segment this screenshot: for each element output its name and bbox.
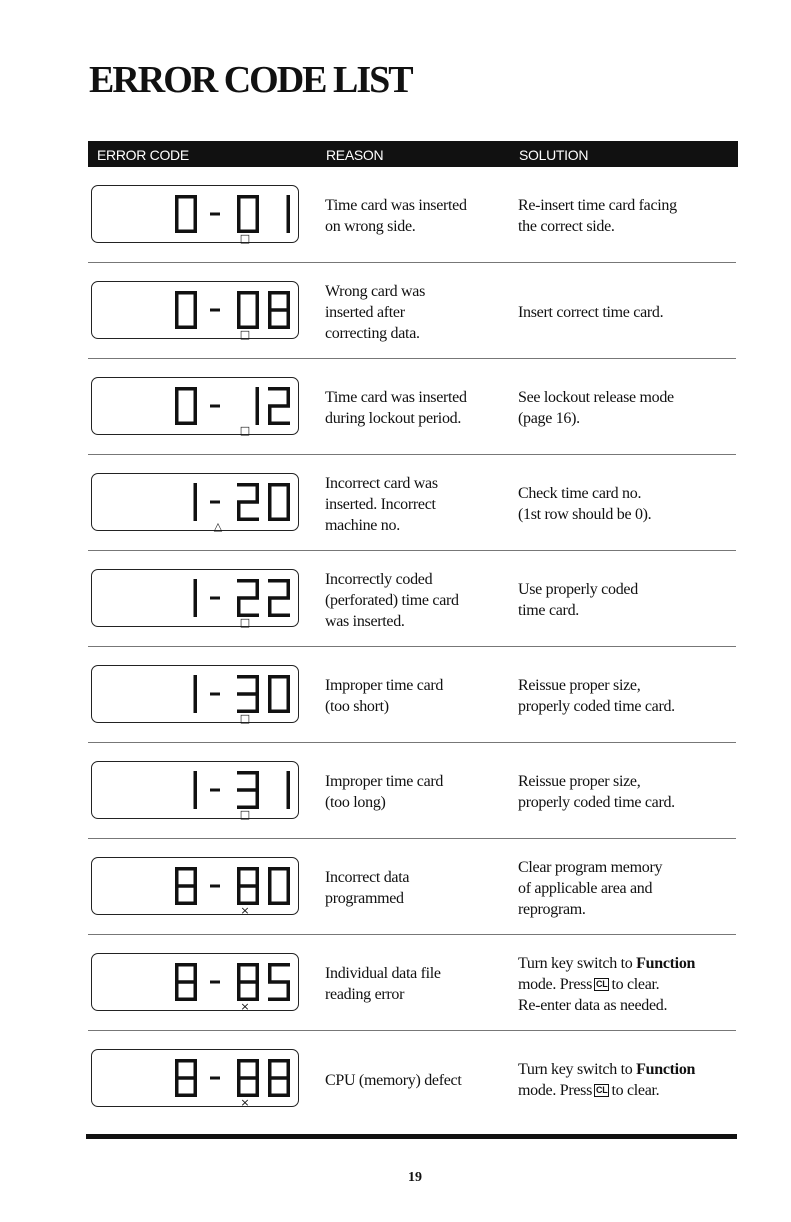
digit-segment xyxy=(194,675,198,694)
digit-segment xyxy=(268,886,272,905)
reason-text xyxy=(325,456,505,552)
row-divider xyxy=(88,550,736,551)
reason-line: during lockout period. xyxy=(325,410,462,427)
digit-segment xyxy=(256,579,260,598)
digit-segment xyxy=(256,675,260,694)
error-code-digits xyxy=(92,474,300,532)
table-row xyxy=(88,552,738,648)
clear-key-icon: CL xyxy=(596,1085,608,1095)
indicator-mark: □ xyxy=(239,808,251,820)
digit-segment xyxy=(268,1059,272,1078)
reason-line: Time card was inserted xyxy=(325,389,467,406)
solution-line: See lockout release mode xyxy=(518,389,674,406)
digit-segment xyxy=(287,291,291,310)
indicator-mark: □ xyxy=(239,712,251,724)
solution-line: Check time card no. xyxy=(518,485,642,502)
digit-segment xyxy=(256,963,260,982)
clear-key-icon: CL xyxy=(596,978,608,989)
digit-segment xyxy=(194,694,198,713)
digit-segment xyxy=(287,771,291,790)
table-row xyxy=(88,264,738,360)
digit-segment xyxy=(237,195,241,214)
digit-segment xyxy=(175,310,179,329)
digit-segment xyxy=(256,291,260,310)
indicator-mark: △ xyxy=(213,520,223,532)
digit-segment xyxy=(268,310,272,329)
solution-text-part: Turn key switch to xyxy=(518,1061,637,1078)
row-divider xyxy=(88,454,736,455)
solution-text-part: to clear. xyxy=(611,1082,660,1099)
reason-line: Incorrect data xyxy=(325,869,410,886)
digit-segment xyxy=(237,692,259,696)
error-code-digits xyxy=(92,762,300,820)
digit-segment xyxy=(268,483,272,502)
digit-segment xyxy=(268,502,272,521)
lcd-display xyxy=(91,473,299,531)
solution-line: Clear program memory xyxy=(518,858,663,876)
digit-segment xyxy=(268,998,290,1002)
solution-line: (1st row should be 0). xyxy=(518,506,652,523)
digit-segment xyxy=(237,886,241,905)
solution-line: properly coded time card. xyxy=(518,794,675,811)
digit-segment xyxy=(237,867,241,886)
digit-segment xyxy=(237,214,241,233)
digit-segment xyxy=(287,214,291,233)
row-divider xyxy=(88,646,736,647)
lcd-display xyxy=(91,761,299,819)
digit-segment xyxy=(175,884,197,888)
lcd-display xyxy=(91,185,299,243)
table-row xyxy=(88,360,738,456)
digit-segment xyxy=(268,1076,290,1080)
function-mode-label: Function xyxy=(636,1061,696,1078)
reason-text xyxy=(325,552,505,648)
solution-text xyxy=(518,168,738,264)
row-divider xyxy=(88,838,736,839)
digit-segment xyxy=(287,675,291,694)
digit-segment xyxy=(237,310,241,329)
digit-segment xyxy=(175,1059,179,1078)
solution-line xyxy=(518,953,738,974)
error-code-digits xyxy=(92,666,300,724)
digit-segment xyxy=(194,483,198,502)
reason-line: inserted. Incorrect xyxy=(325,495,436,513)
reason-line: (too long) xyxy=(325,794,386,811)
digit-segment xyxy=(175,867,179,886)
digit-segment xyxy=(175,214,179,233)
digit-segment xyxy=(256,771,260,790)
digit-segment xyxy=(237,1078,241,1097)
digit-segment xyxy=(287,195,291,214)
digit-segment xyxy=(287,1059,291,1078)
error-code-digits xyxy=(92,282,300,340)
digit-segment xyxy=(237,1076,259,1080)
solution-text xyxy=(518,840,738,936)
digit-segment xyxy=(256,406,260,425)
reason-line: was inserted. xyxy=(325,612,405,630)
solution-text xyxy=(518,1032,738,1128)
digit-segment xyxy=(194,771,198,790)
dash-segment xyxy=(210,405,220,408)
indicator-mark: × xyxy=(240,904,250,916)
digit-segment xyxy=(268,675,272,694)
reason-line: machine no. xyxy=(325,516,400,534)
digit-segment xyxy=(256,867,260,886)
reason-line: (too short) xyxy=(325,698,389,715)
digit-segment xyxy=(175,195,179,214)
lcd-display xyxy=(91,1049,299,1107)
lcd-display xyxy=(91,281,299,339)
digit-segment xyxy=(194,867,198,886)
solution-text-part: mode. Press xyxy=(518,1082,593,1099)
indicator-mark: □ xyxy=(239,328,251,340)
header-reason: REASON xyxy=(326,147,384,163)
solution-line: (page 16). xyxy=(518,410,580,427)
solution-line: of applicable area and xyxy=(518,879,653,897)
error-code-digits xyxy=(92,378,300,436)
solution-line: time card. xyxy=(518,602,579,619)
digit-segment xyxy=(256,483,260,502)
digit-segment xyxy=(237,982,241,1001)
digit-segment xyxy=(175,1076,197,1080)
reason-line: reading error xyxy=(325,986,405,1003)
reason-line: CPU (memory) defect xyxy=(325,1071,462,1089)
dash-segment xyxy=(210,501,220,504)
table-row xyxy=(88,744,738,840)
dash-segment xyxy=(210,981,220,984)
digit-segment xyxy=(237,1059,241,1078)
digit-segment xyxy=(175,980,197,984)
digit-segment xyxy=(237,596,259,600)
solution-text xyxy=(518,456,738,552)
digit-segment xyxy=(287,579,291,598)
indicator-mark: × xyxy=(240,1096,250,1108)
digit-segment xyxy=(194,963,198,982)
reason-line: inserted after xyxy=(325,303,405,321)
reason-line: Time card was inserted xyxy=(325,197,467,214)
solution-line: the correct side. xyxy=(518,218,615,235)
digit-segment xyxy=(268,406,272,425)
solution-line xyxy=(518,974,738,995)
digit-segment xyxy=(194,502,198,521)
reason-text xyxy=(325,840,505,936)
solution-text-part: to clear. xyxy=(611,975,660,993)
digit-segment xyxy=(287,867,291,886)
dash-segment xyxy=(210,309,220,312)
dash-segment xyxy=(210,885,220,888)
digit-segment xyxy=(175,963,179,982)
page-title: ERROR CODE LIST xyxy=(89,59,412,101)
solution-line xyxy=(518,1059,738,1080)
indicator-mark: □ xyxy=(239,424,251,436)
digit-segment xyxy=(237,502,241,521)
lcd-display xyxy=(91,377,299,435)
solution-line xyxy=(518,1080,738,1101)
digit-segment xyxy=(256,195,260,214)
reason-text xyxy=(325,360,505,456)
digit-segment xyxy=(175,387,179,406)
dash-segment xyxy=(210,789,220,792)
header-solution: SOLUTION xyxy=(519,147,589,163)
digit-segment xyxy=(268,980,290,984)
reason-line: Incorrect card was xyxy=(325,474,438,492)
error-code-digits xyxy=(92,186,300,244)
solution-line: Use properly coded xyxy=(518,581,638,598)
row-divider xyxy=(88,934,736,935)
lcd-display xyxy=(91,857,299,915)
table-row xyxy=(88,456,738,552)
reason-line: correcting data. xyxy=(325,324,420,342)
error-code-digits xyxy=(92,1050,300,1108)
reason-text xyxy=(325,1032,505,1128)
digit-segment xyxy=(268,694,272,713)
digit-segment xyxy=(175,406,179,425)
solution-text xyxy=(518,648,738,744)
digit-segment xyxy=(175,982,179,1001)
digit-segment xyxy=(194,195,198,214)
digit-segment xyxy=(237,500,259,504)
digit-segment xyxy=(194,790,198,809)
solution-line: Re-insert time card facing xyxy=(518,197,677,214)
row-divider xyxy=(88,1030,736,1031)
reason-line: Individual data file xyxy=(325,965,441,982)
digit-segment xyxy=(268,1078,272,1097)
row-divider xyxy=(88,262,736,263)
digit-segment xyxy=(194,1059,198,1078)
digit-segment xyxy=(175,1078,179,1097)
reason-line: on wrong side. xyxy=(325,218,416,235)
reason-text xyxy=(325,936,505,1032)
digit-segment xyxy=(175,291,179,310)
solution-line: Reissue proper size, xyxy=(518,677,641,694)
solution-text xyxy=(518,360,738,456)
table-row xyxy=(88,840,738,936)
lcd-display xyxy=(91,665,299,723)
digit-segment xyxy=(175,886,179,905)
digit-segment xyxy=(237,963,241,982)
digit-segment xyxy=(194,387,198,406)
function-mode-label: Function xyxy=(636,954,696,972)
digit-segment xyxy=(268,596,290,600)
lcd-display xyxy=(91,953,299,1011)
dash-segment xyxy=(210,693,220,696)
solution-line: reprogram. xyxy=(518,900,586,918)
indicator-mark: □ xyxy=(239,232,251,244)
digit-segment xyxy=(268,291,272,310)
reason-text xyxy=(325,648,505,744)
dash-segment xyxy=(210,213,220,216)
header-error-code: ERROR CODE xyxy=(97,147,189,163)
error-code-digits xyxy=(92,858,300,916)
page-number: 19 xyxy=(408,1170,422,1185)
digit-segment xyxy=(287,387,291,406)
reason-text xyxy=(325,168,505,264)
digit-segment xyxy=(268,867,272,886)
reason-line: Improper time card xyxy=(325,677,444,694)
digit-segment xyxy=(268,963,272,982)
digit-segment xyxy=(256,1059,260,1078)
digit-segment xyxy=(268,404,290,408)
reason-text xyxy=(325,264,505,360)
reason-line: (perforated) time card xyxy=(325,591,459,609)
dash-segment xyxy=(210,597,220,600)
digit-segment xyxy=(237,788,259,792)
solution-line: properly coded time card. xyxy=(518,698,675,715)
solution-text-part: Turn key switch to xyxy=(518,954,637,972)
solution-line: Re-enter data as needed. xyxy=(518,996,668,1014)
table-header xyxy=(88,141,738,167)
digit-segment xyxy=(287,790,291,809)
solution-text-part: mode. Press xyxy=(518,975,593,993)
indicator-mark: □ xyxy=(239,616,251,628)
error-code-digits xyxy=(92,954,300,1012)
bottom-rule xyxy=(86,1134,737,1139)
table-row xyxy=(88,936,738,1032)
digit-segment xyxy=(256,387,260,406)
solution-text xyxy=(518,936,738,1032)
solution-line: Reissue proper size, xyxy=(518,773,641,790)
table-row xyxy=(88,168,738,264)
lcd-display xyxy=(91,569,299,627)
solution-text xyxy=(518,552,738,648)
digit-segment xyxy=(237,980,259,984)
reason-line: Improper time card xyxy=(325,773,444,790)
digit-segment xyxy=(194,291,198,310)
table-row xyxy=(88,1032,738,1128)
digit-segment xyxy=(237,598,241,617)
digit-segment xyxy=(287,483,291,502)
indicator-mark: × xyxy=(240,1000,250,1012)
solution-text xyxy=(518,744,738,840)
row-divider xyxy=(88,358,736,359)
solution-text xyxy=(518,264,738,360)
row-divider xyxy=(88,742,736,743)
digit-segment xyxy=(268,598,272,617)
digit-segment xyxy=(237,884,259,888)
reason-line: Incorrectly coded xyxy=(325,570,433,588)
reason-line: programmed xyxy=(325,890,404,907)
digit-segment xyxy=(268,308,290,312)
dash-segment xyxy=(210,1077,220,1080)
reason-line: Wrong card was xyxy=(325,282,426,300)
table-row xyxy=(88,648,738,744)
reason-text xyxy=(325,744,505,840)
digit-segment xyxy=(194,579,198,598)
digit-segment xyxy=(237,291,241,310)
solution-line: Insert correct time card. xyxy=(518,303,664,321)
error-code-digits xyxy=(92,570,300,628)
digit-segment xyxy=(194,598,198,617)
